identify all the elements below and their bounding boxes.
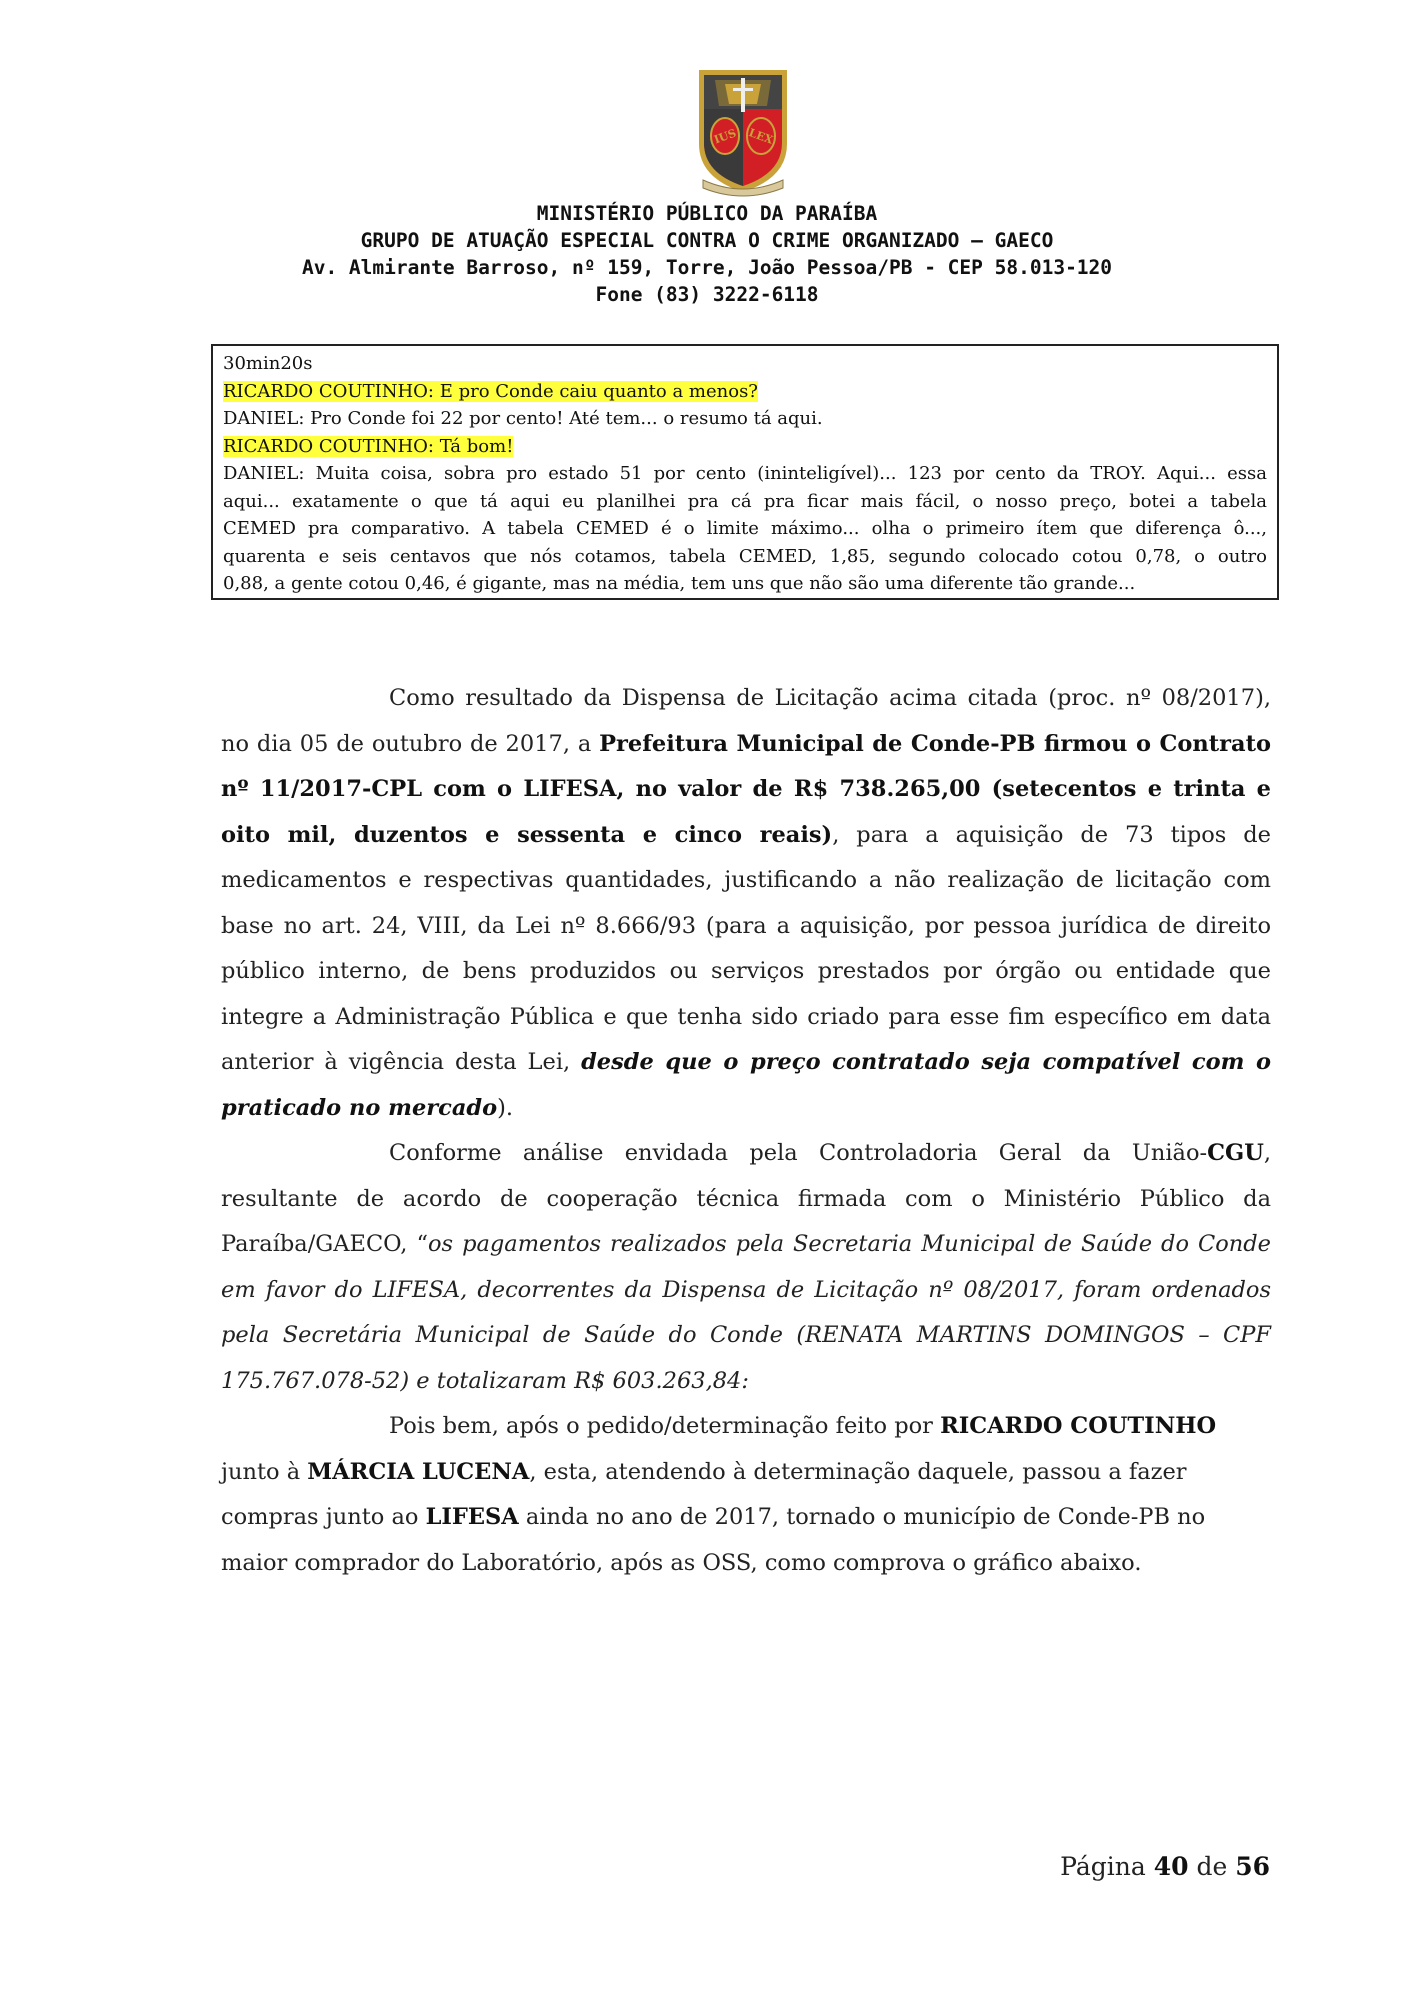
header-phone: Fone (83) 3222-6118 xyxy=(595,283,819,306)
paragraph-contract xyxy=(221,676,1271,1131)
text-run: Como resultado da Dispensa de Licitação acima citada (proc. nº 08/2017), no dia 05 de outubro de 2017, a xyxy=(221,685,1271,757)
transcript-line: quarenta e seis centavos que nós cotamos, tabela CEMED, 1,85, segundo colocado cotou 0,78, o outro xyxy=(223,545,1267,567)
text-run: ainda no ano de 2017, tornado o município de Conde-PB no maior comprador do Laboratório, após as OSS, como comprova o gráfico abaixo. xyxy=(221,1504,1206,1576)
transcript-line: DANIEL: Pro Conde foi 22 por cento! Até tem... o resumo tá aqui. xyxy=(223,408,823,429)
logo-ius-text: IUS xyxy=(712,126,739,147)
text-run: , resultante de acordo de cooperação técnica firmada com o Ministério Público da Paraíba/GAECO, “ xyxy=(221,1140,1271,1257)
text-run: Conforme análise envidada pela Controladoria Geral da União- xyxy=(389,1140,1208,1166)
current-page: 40 xyxy=(1153,1852,1189,1881)
bold-italic-text: desde que o preço contratado seja compatível com o praticado no mercado xyxy=(221,1049,1271,1121)
text-run: ). xyxy=(497,1094,514,1121)
page-number xyxy=(1060,1852,1270,1881)
transcript-line xyxy=(223,433,1267,461)
text-run: junto à xyxy=(221,1458,308,1485)
mp-coat-of-arms-logo xyxy=(695,58,791,198)
transcript-timestamp: 30min20s xyxy=(223,353,313,374)
page-label: Página xyxy=(1060,1852,1154,1881)
transcript-box xyxy=(211,344,1279,600)
highlighted-speech: RICARDO COUTINHO: Tá bom! xyxy=(223,435,514,457)
bold-text: RICARDO COUTINHO xyxy=(940,1413,1217,1439)
logo-lex-text: LEX xyxy=(747,126,775,147)
transcript-line: CEMED pra comparativo. A tabela CEMED é o limite máximo... olha o primeiro ítem que diferença ô..., xyxy=(223,518,1267,539)
highlighted-speech: RICARDO COUTINHO: E pro Conde caiu quanto a menos? xyxy=(223,380,758,402)
total-pages: 56 xyxy=(1235,1852,1270,1881)
paragraph-cgu-analysis xyxy=(221,1131,1271,1404)
bold-text: LIFESA xyxy=(425,1504,519,1530)
header-institution-name: MINISTÉRIO PÚBLICO DA PARAÍBA xyxy=(536,202,878,225)
header-group-name: GRUPO DE ATUAÇÃO ESPECIAL CONTRA O CRIME ORGANIZADO – GAECO xyxy=(360,229,1054,252)
text-run: Pois bem, após o pedido/determinação feito por xyxy=(389,1413,941,1439)
transcript-line: DANIEL: Muita coisa, sobra pro estado 51 por cento (ininteligível)... 123 por cento da TROY. Aqui... essa xyxy=(223,463,1267,484)
bold-text: CGU xyxy=(1207,1140,1264,1166)
paragraph-purchases xyxy=(221,1404,1271,1586)
transcript-line: 0,88, a gente cotou 0,46, é gigante, mas na média, tem uns que não são uma diferente tão grande... xyxy=(223,573,1136,594)
italic-quote: os pagamentos realizados pela Secretaria Municipal de Saúde do Conde em favor do LIFESA, decorrentes da Dispensa de Licitação nº 08/2017, foram ordenados pela Secretária Municipal de Saúde do Conde (RENATA MARTINS DOMINGOS – CPF 175.767.078-52) e totalizaram R$ 603.263,84: xyxy=(221,1231,1271,1394)
document-body xyxy=(221,676,1271,1586)
institution-header xyxy=(0,200,1414,308)
text-run: , para a aquisição de 73 tipos de medicamentos e respectivas quantidades, justificando a não realização de licitação com base no art. 24, VIII, da Lei nº 8.666/93 (para a aquisição, por pessoa jurídica de direito público interno, de bens produzidos ou serviços prestados por órgão ou entidade que integre a Administração Pública e que tenha sido criado para esse fim específico em data anterior à vigência desta Lei, xyxy=(221,821,1271,1075)
transcript-line xyxy=(223,378,1267,406)
header-address: Av. Almirante Barroso, nº 159, Torre, João Pessoa/PB - CEP 58.013-120 xyxy=(301,256,1113,279)
bold-text: MÁRCIA LUCENA xyxy=(307,1458,530,1485)
bold-text: Prefeitura Municipal de Conde-PB firmou o Contrato nº 11/2017-CPL com o LIFESA, no valor de R$ 738.265,00 (setecentos e trinta e oito mil, duzentos e sessenta e cinco reais) xyxy=(221,730,1271,848)
transcript-line: aqui... exatamente o que tá aqui eu planilhei pra cá pra ficar mais fácil, o nosso preço, botei a tabela xyxy=(223,490,1267,512)
page-of-label: de xyxy=(1188,1852,1236,1881)
text-run: , esta, atendendo à determinação daquele, passou a fazer compras junto ao xyxy=(221,1458,1187,1530)
